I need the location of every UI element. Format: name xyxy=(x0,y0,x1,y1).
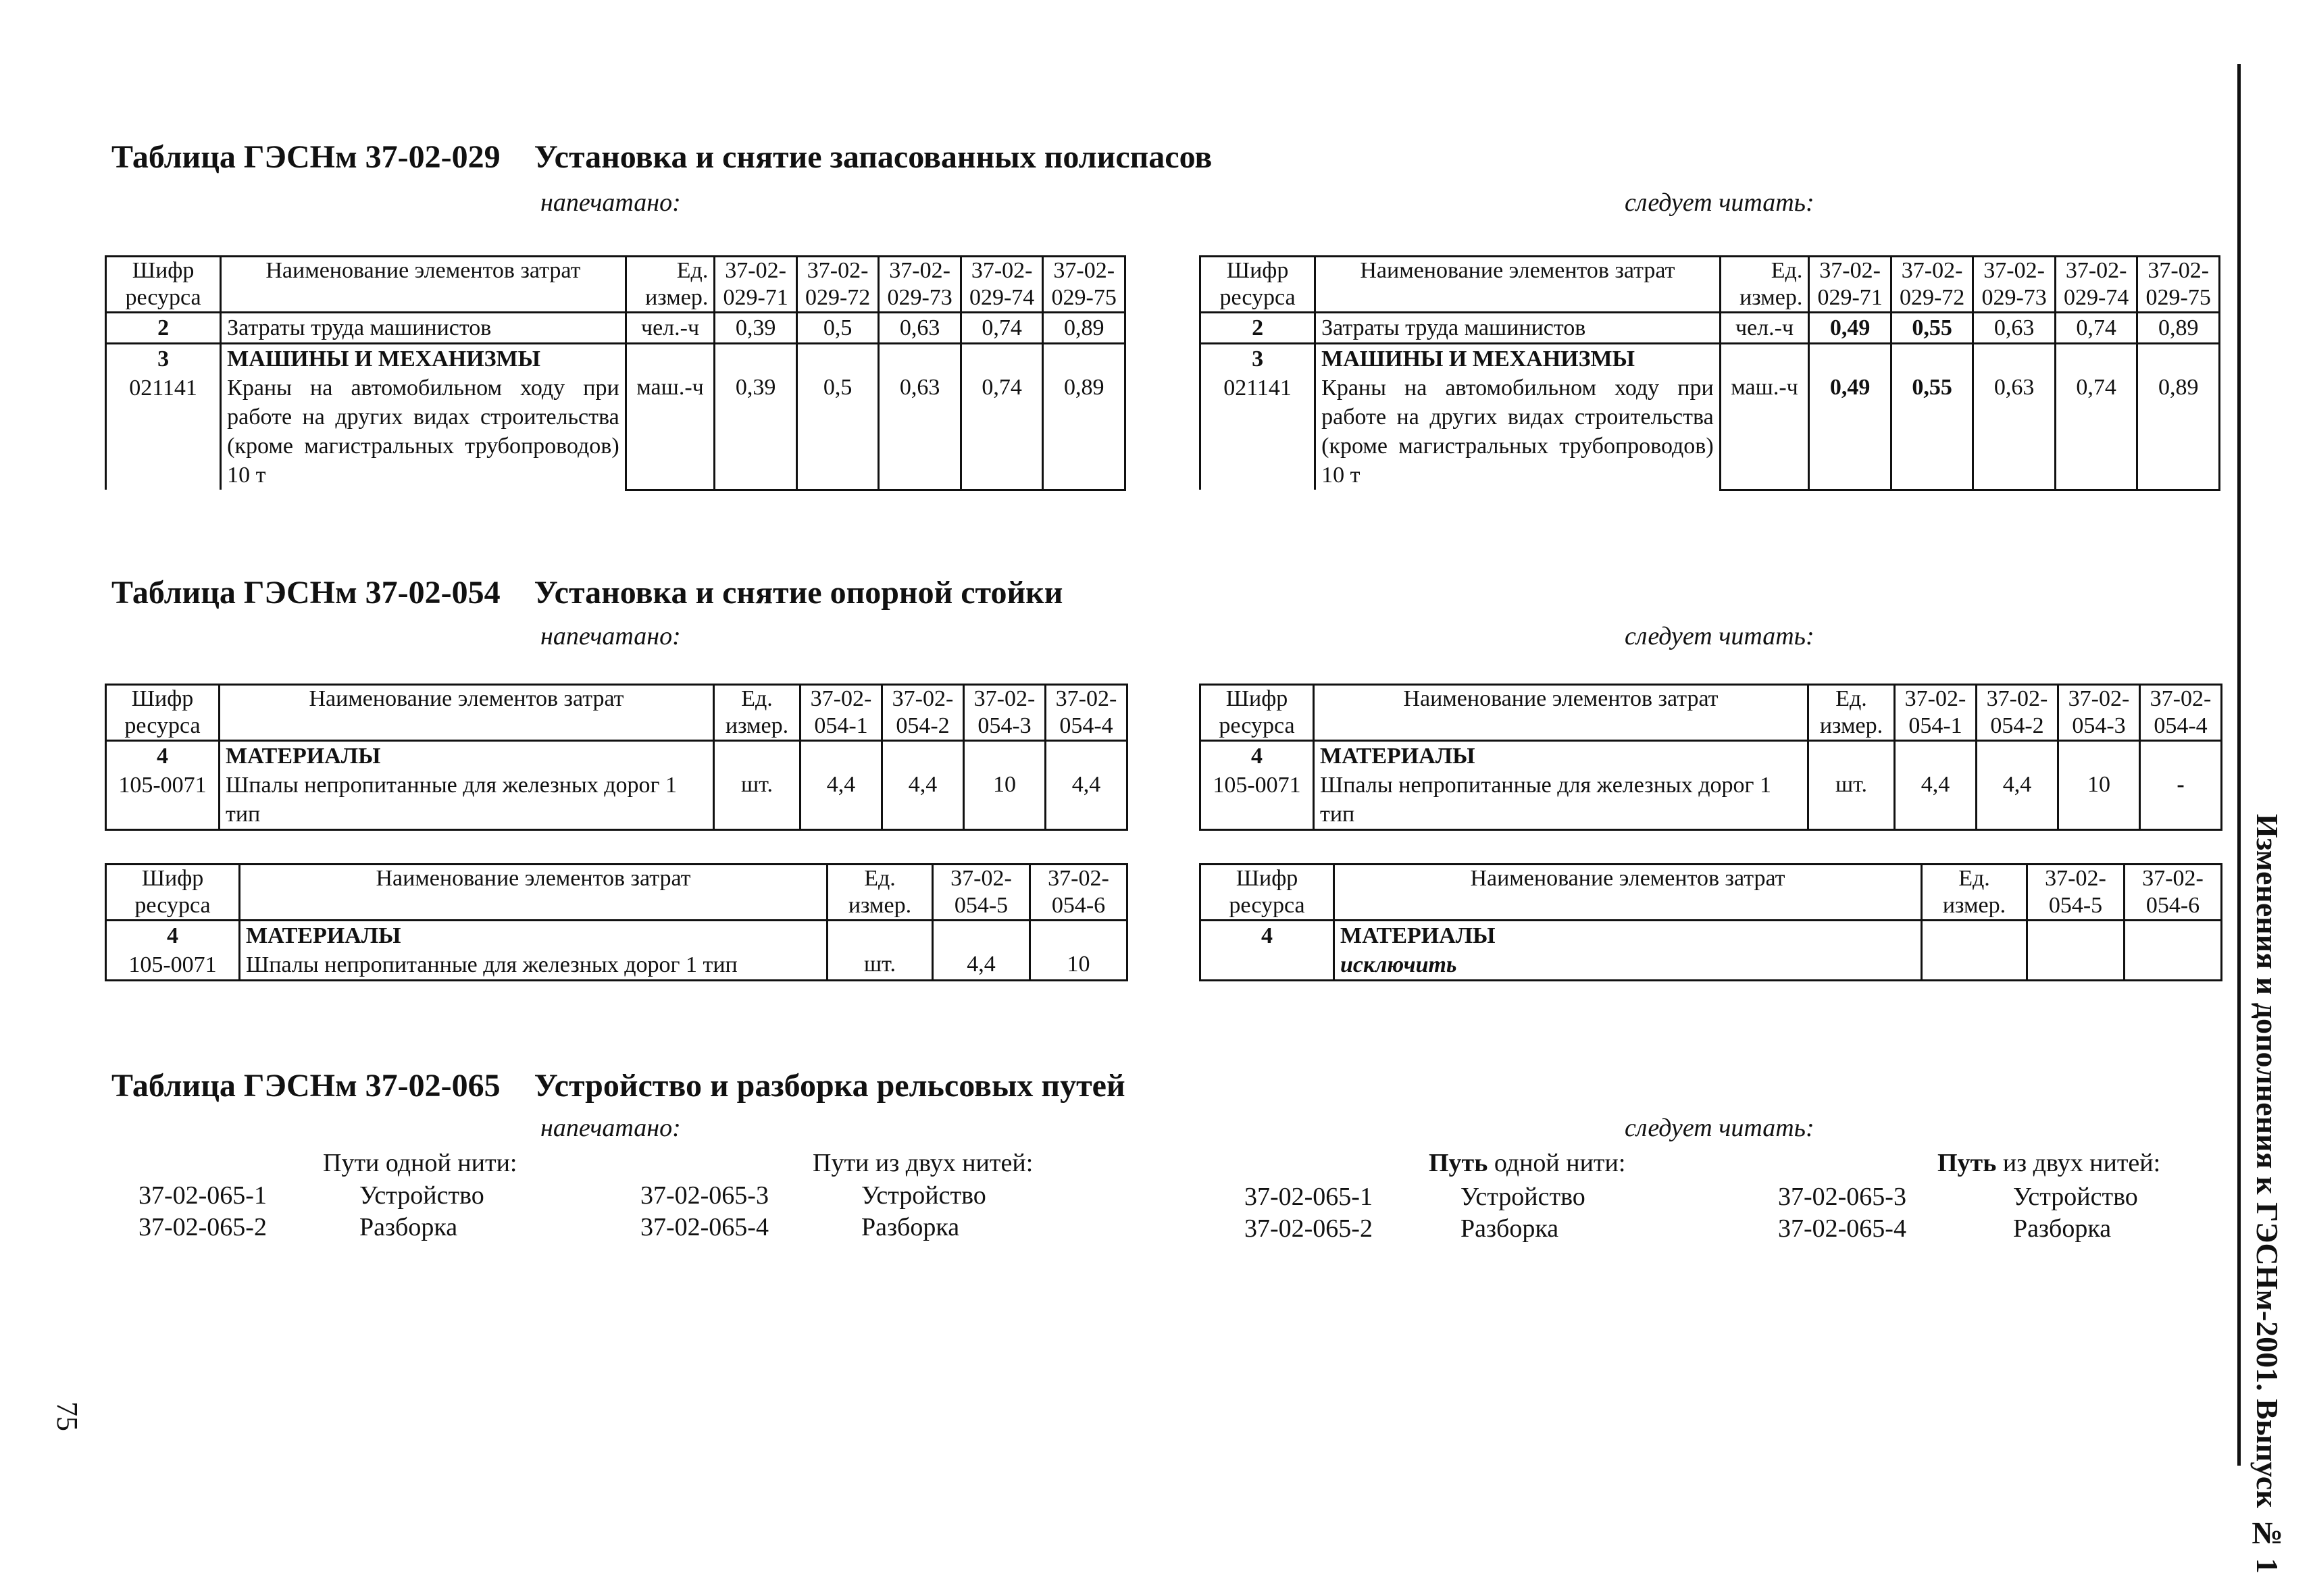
list-item-name: Разборка xyxy=(359,1213,458,1241)
header-col: 37-02-054-1 xyxy=(800,685,882,741)
table-title: Устройство и разборка рельсовых путей xyxy=(534,1068,1125,1104)
cell-code: 4 xyxy=(1251,744,1263,769)
header-col: 37-02-029-71 xyxy=(1809,257,1891,313)
cell-value: 0,74 xyxy=(2055,344,2137,490)
header-col: 37-02-029-75 xyxy=(1043,257,1125,313)
table-054b-read xyxy=(1199,863,2222,981)
header-name: Наименование элементов затрат xyxy=(1314,685,1808,741)
cell-unit: шт. xyxy=(714,741,800,830)
list-item-code: 37-02-065-3 xyxy=(640,1181,769,1210)
section-label: МАТЕРИАЛЫ xyxy=(1320,744,1475,769)
cell-name: Шпалы непропитанные для железных дорог 1 тип xyxy=(246,952,738,977)
heading-rest: одной нити: xyxy=(1488,1149,1626,1177)
cell-codes xyxy=(106,921,240,981)
cell-code: 105-0071 xyxy=(1213,773,1301,798)
cell-value: 0,63 xyxy=(1973,313,2056,344)
cell-value: 0,55 xyxy=(1891,344,1973,490)
section-label: МАШИНЫ И МЕХАНИЗМЫ xyxy=(227,346,541,371)
table-row xyxy=(106,313,1125,344)
cell-names xyxy=(1334,921,1922,981)
cell-unit: чел.-ч xyxy=(1720,313,1809,344)
cell-value: 4,4 xyxy=(800,741,882,830)
table-code: Таблица ГЭСНм 37-02-029 xyxy=(111,139,501,175)
cell-value: - xyxy=(2140,741,2222,830)
cell-value: 4,4 xyxy=(882,741,964,830)
cell-value: 4,4 xyxy=(1977,741,2058,830)
list-item-name: Устройство xyxy=(2013,1183,2138,1211)
list-item-code: 37-02-065-1 xyxy=(138,1181,267,1210)
cell-value: 0,74 xyxy=(961,344,1043,490)
cell-value: 4,4 xyxy=(933,921,1030,981)
header-name: Наименование элементов затрат xyxy=(240,865,828,921)
cell-code: 3 xyxy=(157,346,170,371)
header-cipher: Шифр ресурса xyxy=(1200,257,1315,313)
cell-unit: шт. xyxy=(828,921,933,981)
cell-code: 2 xyxy=(1200,313,1315,344)
cell-codes xyxy=(1200,741,1314,830)
cell-value: 0,5 xyxy=(796,313,879,344)
cell-name: Шпалы непропитанные для железных дорог 1 тип xyxy=(226,773,677,827)
cell-value: 10 xyxy=(964,741,1046,830)
cell-unit: маш.-ч xyxy=(626,344,715,490)
cell-code: 4 xyxy=(167,923,178,948)
cell-value: 0,89 xyxy=(1043,344,1125,490)
header-cipher: Шифр ресурса xyxy=(1200,865,1334,921)
cell-name: Затраты труда машинистов xyxy=(221,313,626,344)
header-col: 37-02-054-6 xyxy=(1030,865,1127,921)
header-col: 37-02-054-5 xyxy=(2027,865,2125,921)
list-item-code: 37-02-065-2 xyxy=(1244,1214,1373,1243)
list-item-code: 37-02-065-2 xyxy=(138,1213,267,1241)
header-col: 37-02-029-72 xyxy=(796,257,879,313)
cell-names xyxy=(220,741,714,830)
header-unit: Ед. измер. xyxy=(626,257,715,313)
table-row xyxy=(1200,921,2222,981)
header-col: 37-02-054-4 xyxy=(2140,685,2222,741)
header-name: Наименование элементов затрат xyxy=(221,257,626,313)
list-item-code: 37-02-065-4 xyxy=(640,1213,769,1241)
exclude-note: исключить xyxy=(1340,952,1457,977)
table-title: Установка и снятие запасованных полиспасов xyxy=(534,139,1213,175)
table-header-row xyxy=(106,865,1127,921)
table-029-printed xyxy=(105,255,1126,491)
margin-rule xyxy=(2237,64,2241,1466)
list-item-code: 37-02-065-3 xyxy=(1778,1183,1906,1211)
cell-value: 0,55 xyxy=(1891,313,1973,344)
cell-name: Шпалы непропитанные для железных дорог 1 тип xyxy=(1320,773,1771,827)
cell-names xyxy=(1315,344,1721,490)
heading-054 xyxy=(111,574,1063,611)
cell-value: 0,63 xyxy=(879,344,961,490)
header-col: 37-02-054-3 xyxy=(2058,685,2140,741)
cell-value: 4,4 xyxy=(1046,741,1127,830)
label-read-065: следует читать: xyxy=(1625,1114,1814,1142)
section-label: МАТЕРИАЛЫ xyxy=(226,744,381,769)
header-col: 37-02-029-71 xyxy=(715,257,797,313)
header-col: 37-02-029-74 xyxy=(961,257,1043,313)
cell-name: Краны на автомобильном ходу при работе на других видах строительства (кроме магистральных трубопроводов) 10 т xyxy=(1321,376,1714,488)
running-title: Изменения и дополнения к ГЭСНм-2001. Выпуск № 1 xyxy=(2250,814,2285,1574)
header-unit: Ед. измер. xyxy=(714,685,800,741)
cell-value: 0,89 xyxy=(2137,344,2220,490)
header-cipher: Шифр ресурса xyxy=(106,257,221,313)
table-header-row xyxy=(1200,685,2222,741)
header-col: 37-02-029-72 xyxy=(1891,257,1973,313)
cell-names xyxy=(221,344,626,490)
page-number: 75 xyxy=(51,1401,84,1431)
table-header-row xyxy=(106,685,1127,741)
label-printed-065: напечатано: xyxy=(540,1114,681,1142)
heading-065 xyxy=(111,1067,1125,1104)
table-title: Установка и снятие опорной стойки xyxy=(534,575,1063,611)
cell-code: 021141 xyxy=(129,376,197,401)
table-header-row xyxy=(1200,257,2220,313)
table-054b-printed xyxy=(105,863,1128,981)
list-item-name: Устройство xyxy=(359,1181,484,1210)
table-029-read xyxy=(1199,255,2220,491)
header-unit: Ед. измер. xyxy=(1922,865,2027,921)
header-col: 37-02-054-6 xyxy=(2125,865,2222,921)
label-printed-029: напечатано: xyxy=(540,188,681,217)
cell-value: 0,49 xyxy=(1809,313,1891,344)
cell-code: 4 xyxy=(157,744,168,769)
header-col: 37-02-054-2 xyxy=(882,685,964,741)
cell-code: 4 xyxy=(1261,923,1273,948)
table-header-row xyxy=(1200,865,2222,921)
label-read-054: следует читать: xyxy=(1625,622,1814,650)
header-cipher: Шифр ресурса xyxy=(1200,685,1314,741)
cell-names xyxy=(1314,741,1808,830)
cell-value-empty xyxy=(2027,921,2125,981)
cell-value: 0,63 xyxy=(879,313,961,344)
cell-value: 0,39 xyxy=(715,313,797,344)
cell-code: 021141 xyxy=(1223,376,1292,401)
cell-codes xyxy=(1200,344,1315,490)
label-printed-054: напечатано: xyxy=(540,622,681,650)
table-code: Таблица ГЭСНм 37-02-065 xyxy=(111,1068,501,1104)
cell-unit: маш.-ч xyxy=(1720,344,1809,490)
list-item-name: Разборка xyxy=(1460,1214,1559,1243)
list-item-name: Разборка xyxy=(2013,1214,2112,1243)
cell-value-empty xyxy=(2125,921,2222,981)
header-col: 37-02-029-74 xyxy=(2055,257,2137,313)
single-thread-heading: Пути одной нити: xyxy=(323,1149,517,1177)
cell-unit: чел.-ч xyxy=(626,313,715,344)
cell-codes xyxy=(1200,921,1334,981)
header-cipher: Шифр ресурса xyxy=(106,685,220,741)
cell-value: 10 xyxy=(1030,921,1127,981)
header-col: 37-02-054-4 xyxy=(1046,685,1127,741)
cell-unit-empty xyxy=(1922,921,2027,981)
cell-codes xyxy=(106,741,220,830)
header-col: 37-02-054-1 xyxy=(1895,685,1977,741)
heading-rest: из двух нитей: xyxy=(1996,1149,2161,1177)
double-thread-heading xyxy=(1937,1148,2160,1178)
table-row xyxy=(1200,344,2220,490)
cell-name: Затраты труда машинистов xyxy=(1315,313,1721,344)
header-col: 37-02-054-5 xyxy=(933,865,1030,921)
cell-code: 3 xyxy=(1252,346,1264,371)
cell-code: 105-0071 xyxy=(128,952,217,977)
section-label: МАТЕРИАЛЫ xyxy=(246,923,401,948)
header-unit: Ед. измер. xyxy=(1808,685,1895,741)
cell-unit: шт. xyxy=(1808,741,1895,830)
header-name: Наименование элементов затрат xyxy=(1334,865,1922,921)
cell-value: 0,74 xyxy=(2055,313,2137,344)
header-name: Наименование элементов затрат xyxy=(220,685,714,741)
cell-value: 4,4 xyxy=(1895,741,1977,830)
header-col: 37-02-029-73 xyxy=(879,257,961,313)
list-item-name: Устройство xyxy=(1460,1183,1585,1211)
header-name: Наименование элементов затрат xyxy=(1315,257,1721,313)
cell-value: 0,63 xyxy=(1973,344,2056,490)
table-054a-printed xyxy=(105,684,1128,831)
cell-value: 0,5 xyxy=(796,344,879,490)
heading-bold-word: Путь xyxy=(1429,1149,1488,1177)
heading-029 xyxy=(111,138,1212,176)
cell-names xyxy=(240,921,828,981)
table-row xyxy=(106,344,1125,490)
header-unit: Ед. измер. xyxy=(828,865,933,921)
table-row xyxy=(106,741,1127,830)
cell-value: 10 xyxy=(2058,741,2140,830)
heading-bold-word: Путь xyxy=(1937,1149,1997,1177)
cell-value: 0,89 xyxy=(2137,313,2220,344)
cell-value: 0,39 xyxy=(715,344,797,490)
double-thread-heading: Пути из двух нитей: xyxy=(813,1149,1034,1177)
cell-name: Краны на автомобильном ходу при работе на других видах строительства (кроме магистральных трубопроводов) 10 т xyxy=(227,376,619,488)
cell-value: 0,74 xyxy=(961,313,1043,344)
cell-code: 2 xyxy=(106,313,221,344)
cell-value: 0,89 xyxy=(1043,313,1125,344)
list-item-name: Устройство xyxy=(861,1181,986,1210)
table-code: Таблица ГЭСНм 37-02-054 xyxy=(111,575,501,611)
header-unit: Ед. измер. xyxy=(1720,257,1809,313)
table-054a-read xyxy=(1199,684,2222,831)
section-label: МАТЕРИАЛЫ xyxy=(1340,923,1496,948)
header-col: 37-02-054-3 xyxy=(964,685,1046,741)
header-col: 37-02-054-2 xyxy=(1977,685,2058,741)
cell-code: 105-0071 xyxy=(118,773,207,798)
table-row xyxy=(1200,741,2222,830)
cell-value: 0,49 xyxy=(1809,344,1891,490)
list-item-name: Разборка xyxy=(861,1213,960,1241)
table-row xyxy=(1200,313,2220,344)
table-header-row xyxy=(106,257,1125,313)
section-label: МАШИНЫ И МЕХАНИЗМЫ xyxy=(1321,346,1635,371)
table-row xyxy=(106,921,1127,981)
header-col: 37-02-029-75 xyxy=(2137,257,2220,313)
header-cipher: Шифр ресурса xyxy=(106,865,240,921)
list-item-code: 37-02-065-1 xyxy=(1244,1183,1373,1211)
single-thread-heading xyxy=(1429,1148,1625,1178)
header-col: 37-02-029-73 xyxy=(1973,257,2056,313)
cell-codes xyxy=(106,344,221,490)
label-read-029: следует читать: xyxy=(1625,188,1814,217)
list-item-code: 37-02-065-4 xyxy=(1778,1214,1906,1243)
